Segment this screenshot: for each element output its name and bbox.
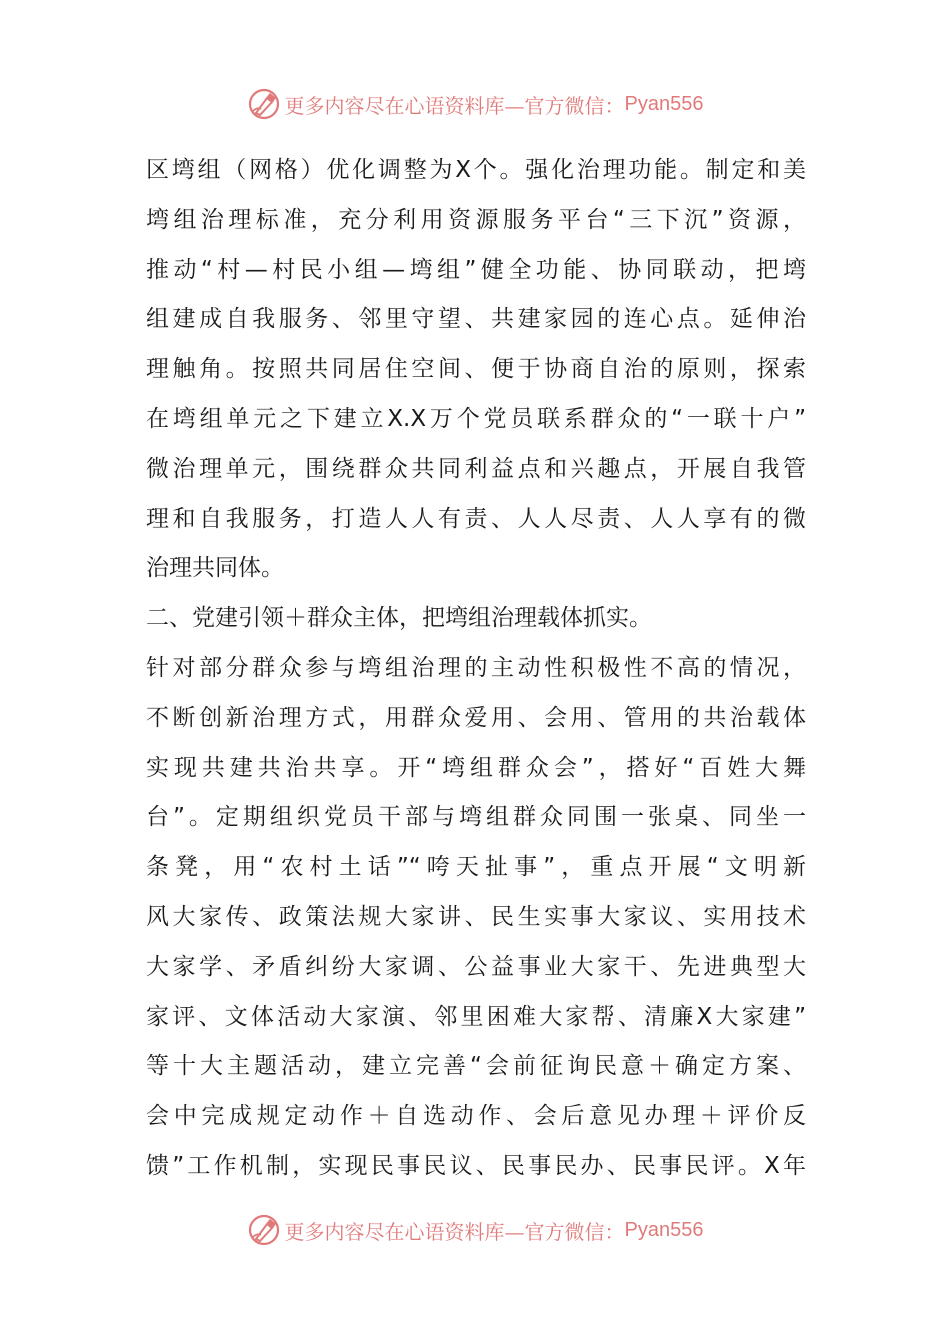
watermark-header [0,84,950,124]
pen-nib-logo-icon [247,1213,281,1247]
pen-nib-logo-icon [247,87,281,121]
watermark-wechat-id: Pyan556 [624,1218,704,1241]
document-body [146,146,806,1192]
paragraph-line: 等十大主题活动，建立完善“会前征询民意＋确定方案、 [146,1053,806,1080]
paragraph-line: 推动“村—村民小组—塆组”健全功能、协同联动，把塆 [146,256,806,283]
paragraph-line: 理和自我服务，打造人人有责、人人尽责、人人享有的微 [146,505,806,532]
paragraph-line: 在塆组单元之下建立X.X万个党员联系群众的“一联十户” [146,405,806,432]
paragraph-line: 大家学、矛盾纠纷大家调、公益事业大家干、先进典型大 [146,953,806,980]
watermark-text: 更多内容尽在心语资料库—官方微信： [284,93,625,118]
paragraph-line: 会中完成规定动作＋自选动作、会后意见办理＋评价反 [146,1103,806,1130]
paragraph-line: 微治理单元，围绕群众共同利益点和兴趣点，开展自我管 [146,455,806,482]
paragraph-line: 家评、文体活动大家演、邻里困难大家帮、清廉X大家建” [146,1003,806,1030]
paragraph-line: 不断创新治理方式，用群众爱用、会用、管用的共治载体 [146,704,806,731]
paragraph-line: 塆组治理标准，充分利用资源服务平台“三下沉”资源， [146,206,806,233]
paragraph-line: 馈”工作机制，实现民事民议、民事民办、民事民评。X年 [146,1152,806,1179]
paragraph-line: 理触角。按照共同居住空间、便于协商自治的原则，探索 [146,356,806,383]
paragraph-line: 针对部分群众参与塆组治理的主动性积极性不高的情况， [146,654,806,681]
paragraph-line: 条凳，用“农村土话”“咵天扯事”，重点开展“文明新 [146,854,806,881]
watermark-footer [0,1210,950,1250]
watermark-wechat-id: Pyan556 [624,92,704,115]
paragraph-line: 风大家传、政策法规大家讲、民生实事大家议、实用技术 [146,903,806,930]
section-heading: 二、党建引领＋群众主体，把塆组治理载体抓实。 [146,605,652,632]
paragraph-line: 区塆组（网格）优化调整为X个。强化治理功能。制定和美 [146,157,806,183]
paragraph-line: 实现共建共治共享。开“塆组群众会”，搭好“百姓大舞 [146,754,806,781]
paragraph-line: 台”。定期组织党员干部与塆组群众同围一张桌、同坐一 [146,804,806,831]
watermark-text: 更多内容尽在心语资料库—官方微信： [284,1219,625,1244]
paragraph-line: 组建成自我服务、邻里守望、共建家园的连心点。延伸治 [146,306,806,333]
paragraph-line: 治理共同体。 [146,555,284,582]
